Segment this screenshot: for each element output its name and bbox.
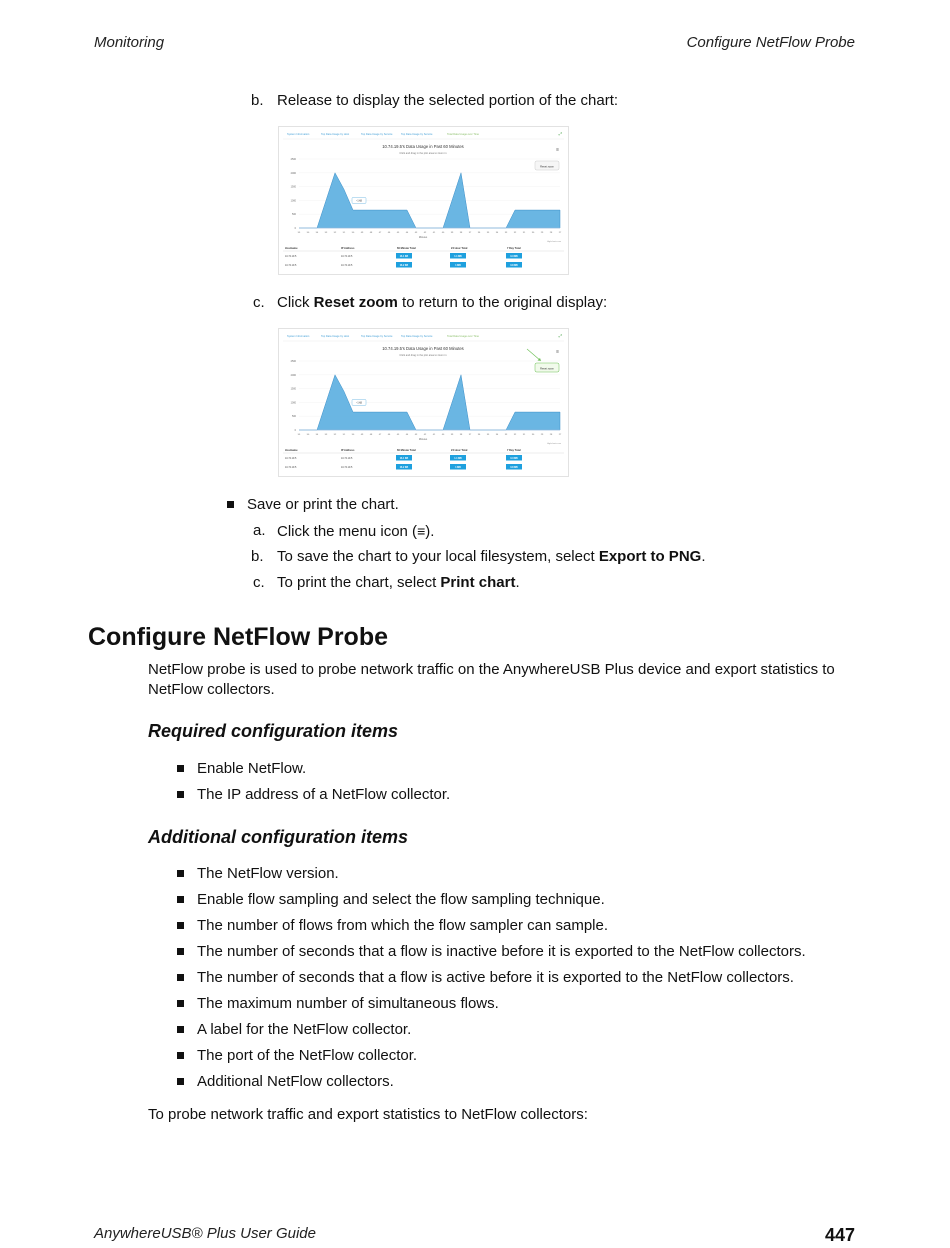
y-tick-label: 0 bbox=[294, 227, 296, 230]
table-cell: 3.8 MB bbox=[510, 265, 518, 267]
screenshot-tab: Total Data Usage over Time bbox=[447, 335, 480, 338]
x-tick-label: 37 bbox=[468, 232, 472, 234]
step-text-pre: Click the menu icon ( bbox=[277, 523, 418, 540]
bullet-square bbox=[177, 870, 184, 877]
x-tick-label: 50 bbox=[306, 232, 310, 234]
x-tick-label: 28 bbox=[549, 232, 553, 234]
x-tick-label: 44 bbox=[405, 434, 409, 436]
page-number: 447 bbox=[824, 1225, 855, 1245]
x-tick-label: 55 bbox=[297, 232, 301, 234]
table-header: Hostname bbox=[285, 449, 298, 452]
step-text-pre: To print the chart, select bbox=[277, 574, 441, 591]
tooltip-text: ~1 kB bbox=[356, 200, 362, 203]
bullet-square bbox=[177, 1000, 184, 1007]
screenshot-tab: System Information bbox=[287, 133, 310, 136]
table-header: IP Address bbox=[341, 247, 355, 250]
step-marker: a. bbox=[253, 522, 266, 539]
screenshot-tab: Total Data Usage over Time bbox=[447, 133, 480, 136]
table-cell: 1 MB bbox=[455, 265, 461, 267]
section-intro: NetFlow probe is used to probe network traffic on the AnywhereUSB Plus device and export statistics to NetFlow collectors. bbox=[148, 661, 835, 698]
bullet-square bbox=[177, 948, 184, 955]
x-tick-label: 48 bbox=[369, 232, 373, 234]
x-tick-label: 40 bbox=[441, 434, 445, 436]
save-bullet-text: Save or print the chart. bbox=[247, 496, 399, 513]
list-item: Enable flow sampling and select the flow sampling technique. bbox=[197, 891, 605, 908]
list-item: The number of seconds that a flow is inactive before it is exported to the NetFlow collectors. bbox=[197, 943, 806, 960]
screenshot-tab: Top Data Usage by Host bbox=[321, 335, 350, 338]
x-tick-label: 41 bbox=[432, 434, 436, 436]
table-cell: 10.74.19.5 bbox=[341, 264, 353, 267]
x-tick-label: 35 bbox=[486, 434, 490, 436]
x-tick-label: 44 bbox=[405, 232, 409, 234]
y-tick-label: 2500 bbox=[290, 158, 296, 161]
y-tick-label: 0 bbox=[294, 429, 296, 432]
x-tick-label: 30 bbox=[531, 434, 535, 436]
table-cell: 3.3 MB bbox=[510, 458, 518, 460]
step-text-post: . bbox=[515, 574, 520, 591]
table-cell: 16.1 KB bbox=[399, 458, 409, 460]
list-item: A label for the NetFlow collector. bbox=[197, 1021, 412, 1038]
x-tick-label: 28 bbox=[549, 434, 553, 436]
x-tick-label: 54 bbox=[315, 434, 319, 436]
step-text: Release to display the selected portion of the chart: bbox=[277, 92, 619, 109]
table-header: 60 Minute Total bbox=[397, 247, 416, 250]
x-tick-label: 33 bbox=[504, 232, 508, 234]
screenshot-tab: Top Data Usage by Service bbox=[401, 133, 433, 136]
x-tick-label: 40 bbox=[441, 232, 445, 234]
step-marker: b. bbox=[251, 548, 264, 565]
table-header: Hostname bbox=[285, 247, 298, 250]
step-text bbox=[277, 293, 607, 313]
x-tick-label: 34 bbox=[495, 434, 499, 436]
x-tick-label: 33 bbox=[504, 434, 508, 436]
step-text-bold: Export to PNG bbox=[598, 548, 702, 565]
step-text bbox=[277, 547, 706, 567]
table-cell: 3.8 MB bbox=[510, 467, 518, 469]
step-text-bold: Reset zoom bbox=[313, 294, 398, 311]
footer-title: AnywhereUSB® Plus User Guide bbox=[94, 1225, 316, 1242]
table-header: 7 Day Total bbox=[507, 449, 521, 452]
x-tick-label: 32 bbox=[513, 232, 517, 234]
table-cell: 10.74.19.5 bbox=[285, 457, 297, 460]
expand-icon: ⤢ bbox=[558, 333, 562, 338]
table-header: 7 Day Total bbox=[507, 247, 521, 250]
x-tick-label: 30 bbox=[531, 232, 535, 234]
x-tick-label: 43 bbox=[414, 232, 418, 234]
screenshot-chart-subtitle: Click and drag in the plot area to zoom in bbox=[399, 354, 447, 357]
step-marker: c. bbox=[253, 294, 265, 311]
screenshot-chart-title: 10.74.19.5's Data Usage in Past 60 Minutes bbox=[382, 346, 464, 351]
step-text-bold: Print chart bbox=[440, 574, 516, 591]
x-tick-label: 42 bbox=[423, 232, 427, 234]
screenshot-tab: Top Data Usage by Service bbox=[361, 133, 393, 136]
x-tick-label: 54 bbox=[315, 232, 319, 234]
x-tick-label: 46 bbox=[387, 434, 391, 436]
x-tick-label: 39 bbox=[450, 434, 454, 436]
x-tick-label: 47 bbox=[378, 434, 382, 436]
x-tick-label: 36 bbox=[477, 232, 481, 234]
x-tick-label: 29 bbox=[540, 434, 544, 436]
table-cell: 16.2 KB bbox=[399, 265, 409, 267]
reset-zoom-label: Reset zoom bbox=[540, 165, 554, 169]
x-tick-label: 34 bbox=[495, 232, 499, 234]
x-tick-label: 29 bbox=[540, 232, 544, 234]
step-text-post: to return to the original display: bbox=[397, 294, 608, 311]
bullet-square bbox=[177, 1078, 184, 1085]
x-tick-label: 49 bbox=[360, 434, 364, 436]
list-item: The port of the NetFlow collector. bbox=[197, 1047, 418, 1064]
bullet-square bbox=[177, 896, 184, 903]
table-cell: 1.1 MB bbox=[454, 458, 462, 460]
x-tick-label: 50 bbox=[351, 434, 355, 436]
y-tick-label: 2500 bbox=[290, 360, 296, 363]
x-tick-label: 51 bbox=[342, 232, 346, 234]
bullet-square bbox=[177, 765, 184, 772]
table-cell: 10.74.19.5 bbox=[285, 264, 297, 267]
chart-screenshot-reset bbox=[278, 328, 569, 477]
y-tick-label: 2000 bbox=[290, 373, 296, 377]
bullet-square bbox=[177, 1026, 184, 1033]
screenshot-chart-subtitle: Click and drag in the plot area to zoom in bbox=[399, 152, 447, 155]
bullet-square bbox=[177, 974, 184, 981]
table-cell: 10.74.19.5 bbox=[341, 457, 353, 460]
x-tick-label: 43 bbox=[414, 434, 418, 436]
x-tick-label: 31 bbox=[522, 434, 526, 436]
x-tick-label: 41 bbox=[432, 232, 436, 234]
step-text bbox=[277, 521, 434, 542]
table-cell: 16.2 KB bbox=[399, 467, 409, 469]
step-text-pre: Click bbox=[277, 294, 314, 311]
list-item: The NetFlow version. bbox=[197, 865, 339, 882]
x-tick-label: 50 bbox=[306, 434, 310, 436]
list-item: The number of seconds that a flow is active before it is exported to the NetFlow collectors. bbox=[197, 969, 794, 986]
table-header: 24 Hour Total bbox=[451, 247, 468, 250]
table-cell: 10.74.19.5 bbox=[341, 466, 353, 469]
step-text bbox=[277, 573, 520, 593]
table-header: 60 Minute Total bbox=[397, 449, 416, 452]
step-marker: c. bbox=[253, 574, 265, 591]
x-tick-label: 49 bbox=[360, 232, 364, 234]
x-tick-label: 27 bbox=[558, 434, 562, 436]
x-tick-label: 42 bbox=[423, 434, 427, 436]
hamburger-menu-icon: ≡ bbox=[556, 349, 559, 355]
x-tick-label: 55 bbox=[297, 434, 301, 436]
x-tick-label: 53 bbox=[324, 232, 328, 234]
bullet-square bbox=[227, 501, 234, 508]
required-heading: Required configuration items bbox=[148, 721, 399, 741]
reset-zoom-label: Reset zoom bbox=[540, 367, 554, 371]
x-tick-label: 52 bbox=[333, 232, 337, 234]
x-tick-label: 38 bbox=[459, 434, 463, 436]
table-cell: 10.74.19.5 bbox=[341, 255, 353, 258]
x-tick-label: 45 bbox=[396, 434, 400, 436]
hamburger-menu-icon: ≡ bbox=[556, 147, 559, 153]
step-text-post: ). bbox=[425, 523, 435, 540]
x-tick-label: 35 bbox=[486, 232, 490, 234]
bullet-square bbox=[177, 791, 184, 798]
section-title: Configure NetFlow Probe bbox=[88, 623, 388, 651]
x-axis-label: Minutes bbox=[418, 438, 428, 441]
y-tick-label: 2000 bbox=[290, 171, 296, 175]
page-header-title: Configure NetFlow Probe bbox=[686, 34, 855, 51]
chart-credits: Highcharts.com bbox=[547, 443, 561, 445]
table-cell: 10.74.19.5 bbox=[285, 255, 297, 258]
step-text-post: . bbox=[701, 548, 706, 565]
bullet-square bbox=[177, 1052, 184, 1059]
closing-text: To probe network traffic and export statistics to NetFlow collectors: bbox=[148, 1106, 588, 1123]
table-cell: 16.1 KB bbox=[399, 256, 409, 258]
y-tick-label: 500 bbox=[292, 415, 296, 419]
x-tick-label: 51 bbox=[342, 434, 346, 436]
screenshot-tab: Top Data Usage by Service bbox=[361, 335, 393, 338]
x-tick-label: 39 bbox=[450, 232, 454, 234]
x-tick-label: 32 bbox=[513, 434, 517, 436]
table-header: 24 Hour Total bbox=[451, 449, 468, 452]
list-item: The IP address of a NetFlow collector. bbox=[197, 786, 451, 803]
x-tick-label: 37 bbox=[468, 434, 472, 436]
list-item: The number of flows from which the flow sampler can sample. bbox=[197, 917, 608, 934]
x-tick-label: 53 bbox=[324, 434, 328, 436]
screenshot-tab: System Information bbox=[287, 335, 310, 338]
chart-screenshot-zoomed bbox=[278, 126, 569, 275]
step-marker: b. bbox=[251, 92, 264, 109]
y-tick-label: 1000 bbox=[290, 199, 296, 203]
x-tick-label: 45 bbox=[396, 232, 400, 234]
screenshot-tab: Top Data Usage by Host bbox=[321, 133, 350, 136]
list-item: Additional NetFlow collectors. bbox=[197, 1073, 394, 1090]
x-tick-label: 38 bbox=[459, 232, 463, 234]
list-item: The maximum number of simultaneous flows. bbox=[197, 995, 499, 1012]
page-header-section: Monitoring bbox=[94, 34, 165, 51]
table-cell: 3.3 MB bbox=[510, 256, 518, 258]
x-tick-label: 52 bbox=[333, 434, 337, 436]
x-tick-label: 27 bbox=[558, 232, 562, 234]
y-tick-label: 1000 bbox=[290, 401, 296, 405]
bullet-square bbox=[177, 922, 184, 929]
x-axis-label: Minutes bbox=[418, 236, 428, 239]
x-tick-label: 48 bbox=[369, 434, 373, 436]
x-tick-label: 50 bbox=[351, 232, 355, 234]
tooltip-text: ~1 kB bbox=[356, 402, 362, 405]
chart-credits: Highcharts.com bbox=[547, 241, 561, 243]
step-text-pre: To save the chart to your local filesystem, select bbox=[277, 548, 599, 565]
y-tick-label: 1500 bbox=[290, 387, 296, 391]
table-cell: 1.1 MB bbox=[454, 256, 462, 258]
screenshot-chart-title: 10.74.19.5's Data Usage in Past 60 Minutes bbox=[382, 144, 464, 149]
x-tick-label: 46 bbox=[387, 232, 391, 234]
y-tick-label: 1500 bbox=[290, 185, 296, 189]
x-tick-label: 31 bbox=[522, 232, 526, 234]
screenshot-tab: Top Data Usage by Service bbox=[401, 335, 433, 338]
expand-icon: ⤢ bbox=[558, 131, 562, 136]
y-tick-label: 500 bbox=[292, 213, 296, 217]
table-cell: 10.74.19.5 bbox=[285, 466, 297, 469]
table-header: IP Address bbox=[341, 449, 355, 452]
additional-heading: Additional configuration items bbox=[148, 827, 408, 847]
table-cell: 1 MB bbox=[455, 467, 461, 469]
menu-icon: ≡ bbox=[417, 523, 426, 539]
x-tick-label: 36 bbox=[477, 434, 481, 436]
x-tick-label: 47 bbox=[378, 232, 382, 234]
list-item: Enable NetFlow. bbox=[197, 760, 307, 777]
